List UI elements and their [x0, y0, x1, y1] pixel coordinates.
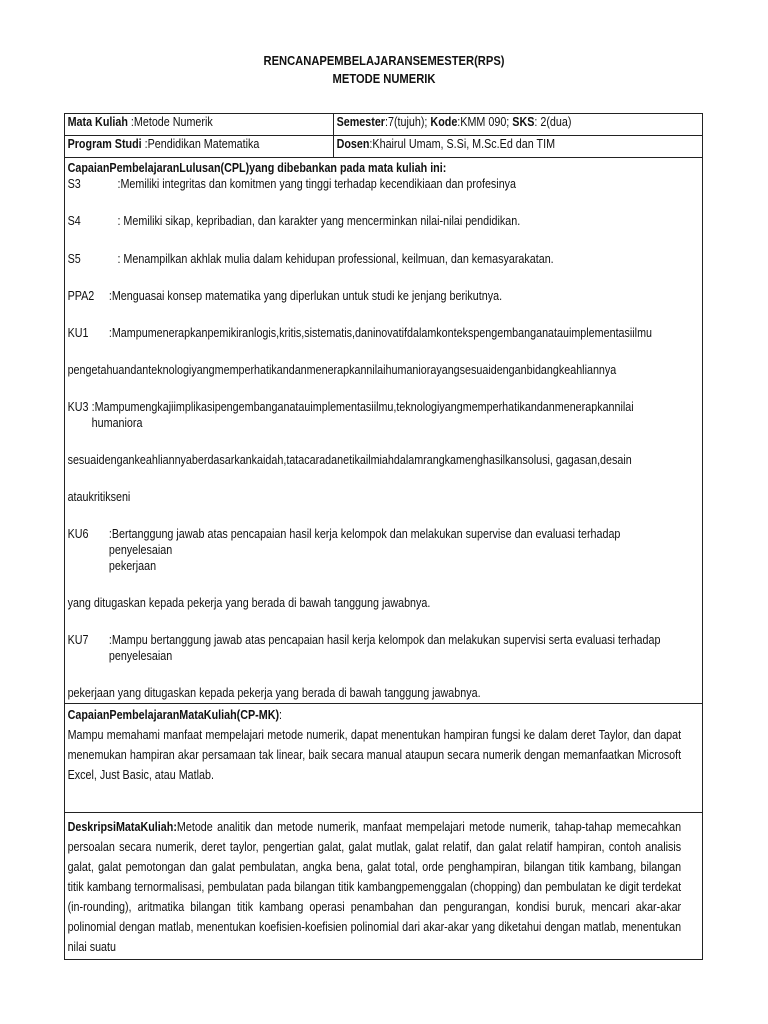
mata-kuliah-value: :Metode Numerik — [130, 115, 213, 129]
cpl-item-ku6-cont — [68, 595, 682, 611]
cpl-code: KU6 — [67, 527, 89, 541]
program-studi-value: :Pendidikan Matematika — [144, 137, 260, 151]
cpl-code: PPA2 — [67, 289, 95, 303]
info-row-2 — [65, 136, 703, 158]
cpl-item-s5 — [68, 251, 682, 267]
cpl-item-s4 — [68, 213, 682, 229]
cpl-text: :Mampu bertanggung jawab atas pencapaian hasil kerja kelompok dan melakukan supervisi serta evaluasi terhadap — [108, 633, 661, 647]
cpmk-row — [65, 704, 703, 813]
deskripsi-row — [65, 813, 703, 960]
cpl-code: KU7 — [67, 633, 89, 647]
cpl-block — [65, 158, 684, 703]
sks-value: : 2(dua) — [534, 115, 572, 129]
cpl-item-ku3-cont1 — [68, 452, 682, 468]
deskripsi-block — [65, 813, 684, 959]
document-header — [0, 52, 768, 88]
cpl-text: pekerjaan yang ditugaskan kepada pekerja yang berada di bawah tanggung jawabnya. — [67, 686, 481, 700]
program-studi-cell — [65, 136, 334, 158]
cpmk-cell — [65, 704, 703, 813]
dosen-value: :Khairul Umam, S.Si, M.Sc.Ed dan TIM — [369, 137, 556, 151]
sks-label: SKS — [512, 115, 535, 129]
kode-label: Kode — [430, 115, 458, 129]
mata-kuliah-cell — [65, 114, 334, 136]
cpl-code: S4 — [67, 214, 81, 228]
cpl-text: yang ditugaskan kepada pekerja yang berada di bawah tanggung jawabnya. — [67, 596, 431, 610]
cpl-item-ku3-cont2 — [68, 489, 682, 505]
document-subtitle: METODE NUMERIK — [332, 71, 436, 86]
cpmk-block — [65, 704, 684, 787]
cpl-text: sesuaidengankeahliannyaberdasarkankaidah,tatacaradanetikailmiahdalamrangkamenghasilkansolusi, gagasan,desain — [67, 453, 632, 467]
deskripsi-text: Metode analitik dan metode numerik, manfaat mempelajari metode numerik, tahap-tahap memecahkan persoalan secara numerik, deret taylor, pengertian galat, galat mutlak, galat relatif, dan galat relatif hampiran, contoh analisis galat, galat pemotongan dan galat pembulatan, angka bena, galat total, orde penghampiran, bilangan titik kambang, bilangan titik kambang ternormalisasi, pembulatan pada bilangan titik kambangpemenggalan (chopping) dan pembulatan ke digit terdekat (in-rounding), aritmatika bilangan titik kambang operasi penambahan dan pengurangan, kondisi buruk, mencari akar-akar polinomial dengan matlab, menentukan koefisien-koefisien polinomial dari akar-akar yang diketahui dengan matlab, menentukan nilai suatu — [67, 820, 682, 954]
cpl-text: :Mampumengkajiimplikasipengembanganatauimplementasiilmu,teknologiyangmemperhatikandanmenerapkannilai humaniora — [91, 400, 634, 430]
cpl-item-ku6 — [68, 526, 682, 574]
program-studi-label: Program Studi — [67, 137, 142, 151]
cpl-text: :Menguasai konsep matematika yang diperlukan untuk studi ke jenjang berikutnya. — [108, 289, 503, 303]
cpl-text: pengetahuandanteknologiyangmemperhatikandanmenerapkannilaihumaniorayangsesuaidenganbidangkeahliannya — [67, 363, 617, 377]
dosen-label: Dosen — [336, 137, 370, 151]
cpl-text-cont: penyelesaian — [108, 649, 173, 663]
cpl-item-s3 — [68, 176, 682, 192]
deskripsi-title: DeskripsiMataKuliah: — [67, 820, 177, 834]
mata-kuliah-label: Mata Kuliah — [67, 115, 128, 129]
kode-value: :KMM 090; — [457, 115, 510, 129]
cpl-text: : Memiliki sikap, kepribadian, dan karakter yang mencerminkan nilai-nilai pendidikan. — [117, 214, 521, 228]
cpl-item-ku3 — [68, 399, 682, 431]
cpl-item-ku1-cont — [68, 362, 682, 378]
cpl-row — [65, 158, 703, 704]
deskripsi-cell — [65, 813, 703, 960]
semester-value: :7(tujuh); — [384, 115, 428, 129]
cpmk-text: Mampu memahami manfaat mempelajari metode numerik, dapat menentukan hampiran fungsi ke dalam deret Taylor, dan dapat menemukan hampiran akar persamaan tak linear, baik secara manual ataupun secara numerik dengan memanfaatkan Microsoft Excel, Just Basic, atau Matlab. — [67, 728, 682, 782]
cpl-text: :Bertanggung jawab atas pencapaian hasil kerja kelompok dan melakukan supervise dan evaluasi terhadap penyelesaian — [108, 527, 621, 557]
cpl-text-cont: pekerjaan — [108, 559, 157, 573]
cpl-text: : Menampilkan akhlak mulia dalam kehidupan professional, keilmuan, dan kemasyarakatan. — [117, 252, 554, 266]
cpl-item-ku1 — [68, 325, 682, 341]
cpl-code: S3 — [67, 177, 81, 191]
semester-label: Semester — [336, 115, 385, 129]
rps-table — [64, 113, 703, 960]
semester-cell — [334, 114, 703, 136]
cpmk-title: CapaianPembelajaranMataKuliah(CP-MK): — [67, 708, 283, 722]
cpl-code: KU1 — [67, 326, 89, 340]
cpl-text: :Mampumenerapkanpemikiranlogis,kritis,sistematis,daninovatifdalamkontekspengembanganatauimplementasiilmu — [108, 326, 653, 340]
cpl-code: KU3 — [67, 400, 89, 414]
cpl-item-ppa2 — [68, 288, 682, 304]
cpl-cell — [65, 158, 703, 704]
dosen-cell — [334, 136, 703, 158]
cpl-text: :Memiliki integritas dan komitmen yang tinggi terhadap kecendikiaan dan profesinya — [117, 177, 517, 191]
info-row-1 — [65, 114, 703, 136]
cpl-code: S5 — [67, 252, 81, 266]
cpl-item-ku7-cont — [68, 685, 682, 701]
document-title: RENCANAPEMBELAJARANSEMESTER(RPS) — [263, 53, 505, 68]
cpl-title: CapaianPembelajaranLulusan(CPL)yang dibebankan pada mata kuliah ini: — [67, 161, 447, 175]
cpl-item-ku7 — [68, 632, 682, 664]
cpl-text: ataukritikseni — [67, 490, 131, 504]
